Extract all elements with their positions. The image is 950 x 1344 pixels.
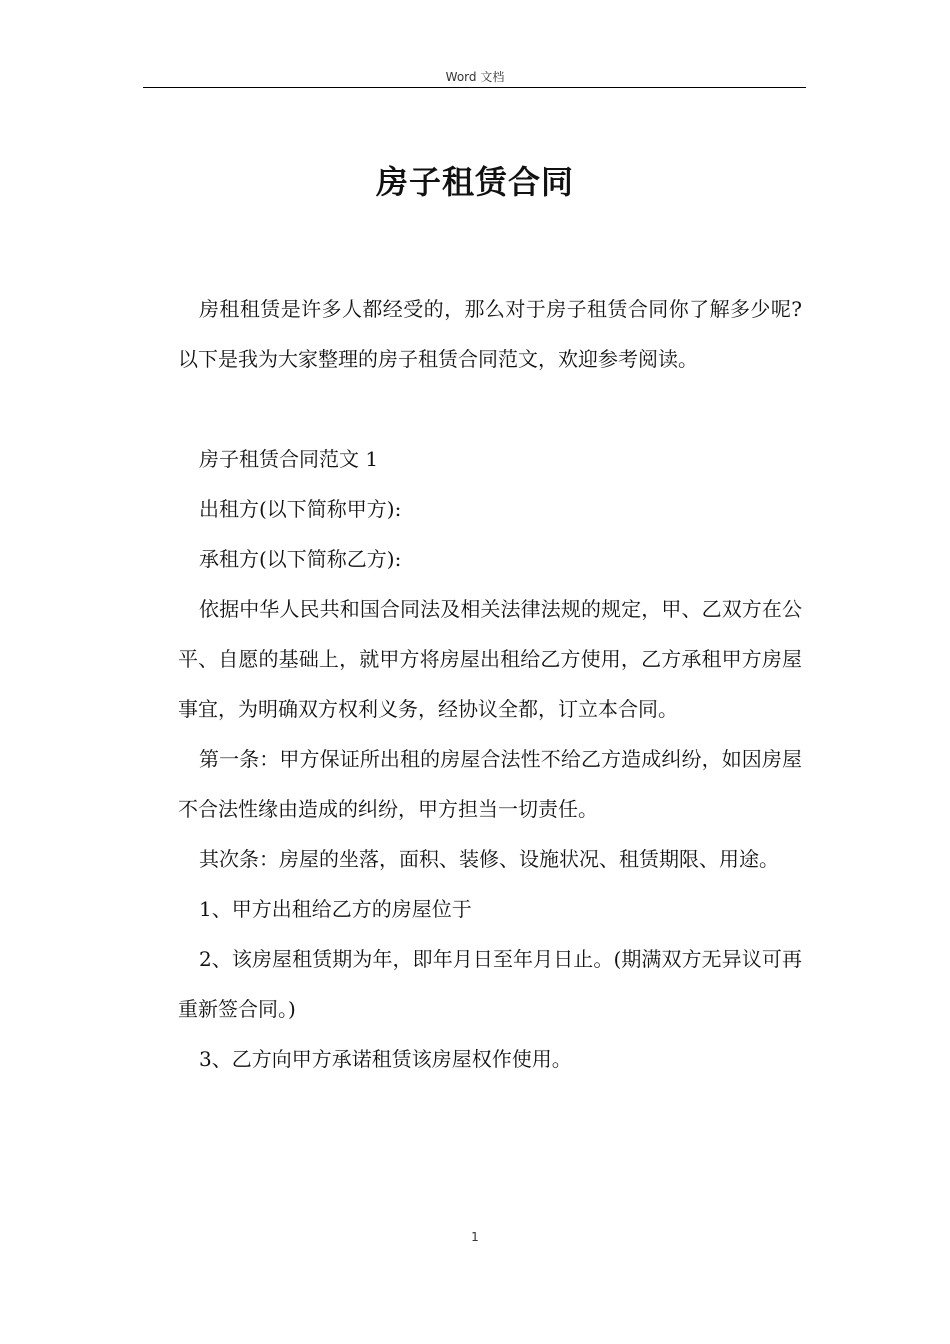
intro-block [178, 284, 802, 384]
clause-1-paragraph: 1、甲方出租给乙方的房屋位于 [199, 897, 472, 921]
page-header: Word 文档 [445, 70, 505, 84]
document-title: 房子租赁合同 [375, 163, 574, 201]
header-divider [143, 87, 806, 88]
lessee-line: 承租方(以下简称乙方): [199, 547, 402, 571]
section-heading: 房子租赁合同范文 1 [199, 447, 379, 471]
page-number: 1 [471, 1230, 479, 1244]
preamble-paragraph: 依据中华人民共和国合同法及相关法律法规的规定，甲、乙双方在公平、自愿的基础上，就甲方将房屋出租给乙方使用，乙方承租甲方房屋事宜，为明确双方权利义务，经协议全都，订立本合同。 [178, 597, 802, 721]
article-2-paragraph: 其次条：房屋的坐落，面积、装修、设施状况、租赁期限、用途。 [199, 847, 779, 871]
contract-body [178, 434, 802, 1084]
intro-paragraph: 房租租赁是许多人都经受的，那么对于房子租赁合同你了解多少呢?以下是我为大家整理的房子租赁合同范文，欢迎参考阅读。 [178, 297, 802, 371]
clause-2-paragraph: 2、该房屋租赁期为年，即年月日至年月日止。(期满双方无异议可再重新签合同。) [178, 947, 802, 1021]
clause-3-paragraph: 3、乙方向甲方承诺租赁该房屋权作使用。 [199, 1047, 572, 1071]
lessor-line: 出租方(以下简称甲方): [199, 497, 402, 521]
article-1-paragraph: 第一条：甲方保证所出租的房屋合法性不给乙方造成纠纷，如因房屋不合法性缘由造成的纠纷，甲方担当一切责任。 [178, 747, 802, 821]
